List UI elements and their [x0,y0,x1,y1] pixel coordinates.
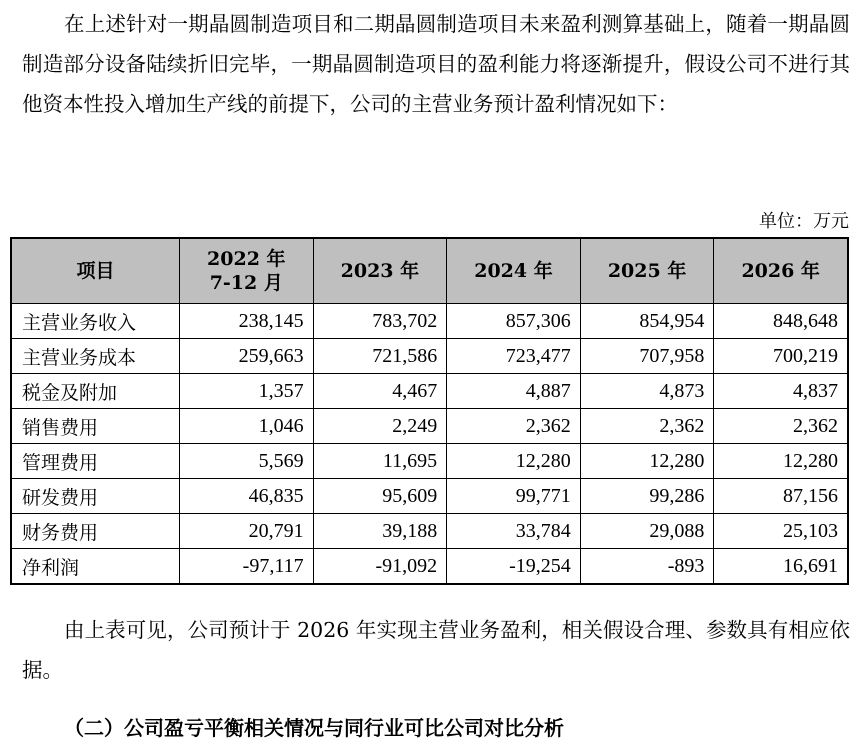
table-cell: 39,188 [313,514,447,549]
row-label: 销售费用 [11,409,180,444]
table-cell: -19,254 [447,549,581,585]
conclusion-paragraph: 由上表可见，公司预计于 2026 年实现主营业务盈利，相关假设合理、参数具有相应依据。 [22,618,850,682]
table-row [11,444,848,479]
table-cell: 16,691 [714,549,848,585]
table-cell: 87,156 [714,479,848,514]
table-cell: 2,362 [714,409,848,444]
table-row [11,304,848,339]
table-row [11,339,848,374]
table-cell: -893 [580,549,714,585]
table-cell: 1,357 [180,374,314,409]
table-cell: 11,695 [313,444,447,479]
header-2024: 2024 年 [447,238,581,304]
table-cell: 848,648 [714,304,848,339]
table-cell: -91,092 [313,549,447,585]
table-cell: 1,046 [180,409,314,444]
header-2022: 2022 年 7-12 月 [180,238,314,304]
table-cell: 700,219 [714,339,848,374]
table-cell: 721,586 [313,339,447,374]
profit-forecast-table [10,237,849,585]
table-cell: 854,954 [580,304,714,339]
table-cell: 29,088 [580,514,714,549]
table-row [11,514,848,549]
table-cell: 783,702 [313,304,447,339]
table-cell: 707,958 [580,339,714,374]
table-cell: 99,771 [447,479,581,514]
table-cell: 12,280 [714,444,848,479]
table-cell: -97,117 [180,549,314,585]
row-label: 净利润 [11,549,180,585]
table-cell: 857,306 [447,304,581,339]
header-2023: 2023 年 [313,238,447,304]
row-label: 管理费用 [11,444,180,479]
row-label: 税金及附加 [11,374,180,409]
table-cell: 33,784 [447,514,581,549]
table-cell: 4,887 [447,374,581,409]
table-header-row [11,238,848,304]
row-label: 研发费用 [11,479,180,514]
table-cell: 4,873 [580,374,714,409]
table-cell: 95,609 [313,479,447,514]
header-item: 项目 [11,238,180,304]
table-row [11,409,848,444]
table-cell: 5,569 [180,444,314,479]
header-2025: 2025 年 [580,238,714,304]
header-2026: 2026 年 [714,238,848,304]
table-cell: 723,477 [447,339,581,374]
table-cell: 12,280 [447,444,581,479]
intro-paragraph: 在上述针对一期晶圆制造项目和二期晶圆制造项目未来盈利测算基础上，随着一期晶圆制造部分设备陆续折旧完毕，一期晶圆制造项目的盈利能力将逐渐提升，假设公司不进行其他资本性投入增加生产线的前提下，公司的主营业务预计盈利情况如下： [22,12,850,116]
table-cell: 2,362 [447,409,581,444]
table-cell: 4,837 [714,374,848,409]
row-label: 主营业务成本 [11,339,180,374]
section-heading: （二）公司盈亏平衡相关情况与同行业可比公司对比分析 [64,716,564,740]
table-cell: 238,145 [180,304,314,339]
table-cell: 99,286 [580,479,714,514]
row-label: 财务费用 [11,514,180,549]
table-row [11,374,848,409]
table-row [11,479,848,514]
table-cell: 2,362 [580,409,714,444]
table-cell: 20,791 [180,514,314,549]
table-cell: 46,835 [180,479,314,514]
table-cell: 259,663 [180,339,314,374]
table-row [11,549,848,585]
table-cell: 4,467 [313,374,447,409]
table-cell: 2,249 [313,409,447,444]
table-cell: 25,103 [714,514,848,549]
row-label: 主营业务收入 [11,304,180,339]
unit-label: 单位：万元 [759,211,849,232]
table-cell: 12,280 [580,444,714,479]
